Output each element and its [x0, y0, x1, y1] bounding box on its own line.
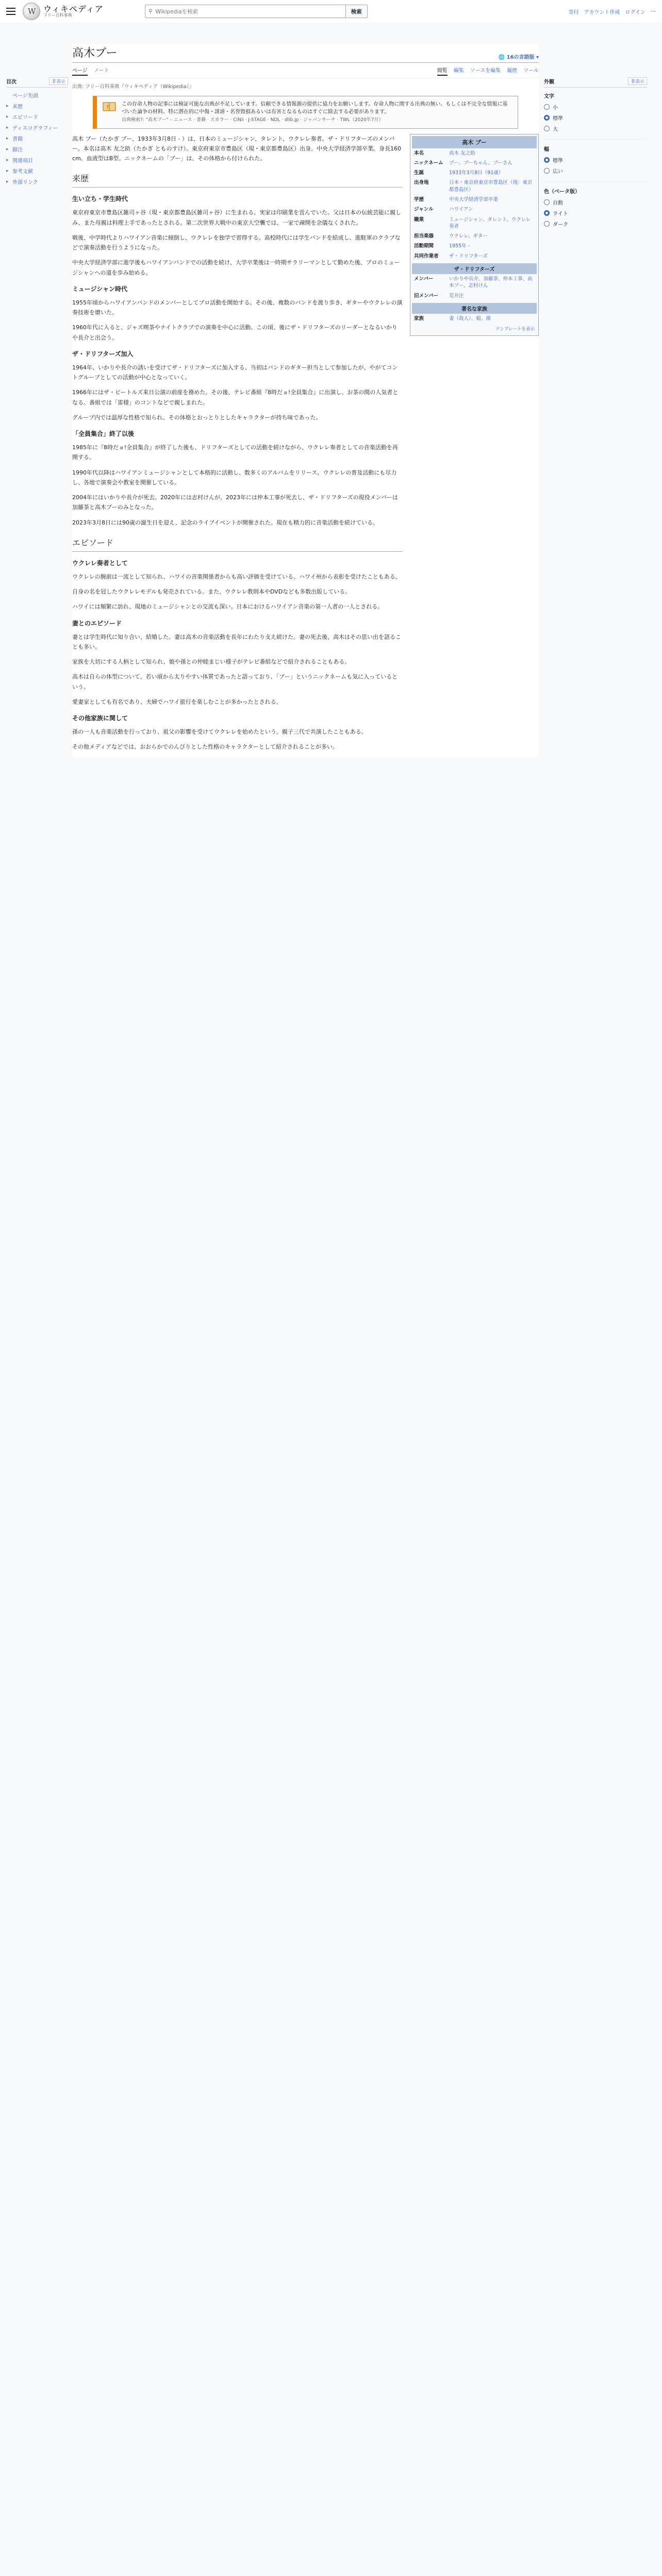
infobox-key: 学歴: [414, 196, 424, 202]
paragraph: 妻とは学生時代に知り合い、結婚した。妻は高木の音楽活動を長年にわたり支え続けた。妻の死去後、高木はその思い出を語ることも多い。: [72, 633, 401, 650]
infobox-key: メンバー: [414, 276, 434, 282]
infobox-value[interactable]: ブー、ブーちゃん、ブーさん: [449, 160, 512, 166]
toc-item-label: 脚注: [12, 147, 23, 153]
toc-item-label: 関連項目: [12, 158, 33, 164]
paragraph: 東京府東京市豊島区雑司ヶ谷（現・東京都豊島区雑司ヶ谷）に生まれる。実家は印刷業を営んでいた。父は日本の伝統芸能に親しみ、また母親は料理上手であったとされる。第二次世界大戦中の東京大空襲では、一家で疎開を余儀なくされた。: [72, 209, 401, 226]
chevron-down-icon[interactable]: ▸: [6, 104, 9, 109]
infobox-name: 高木 ブー: [412, 136, 537, 148]
chevron-down-icon[interactable]: ▸: [6, 136, 9, 141]
main-content: [72, 44, 539, 757]
text-size-option[interactable]: [544, 101, 647, 112]
toc-title: 目次: [6, 79, 16, 85]
infobox-row: [412, 291, 537, 301]
toc-item[interactable]: [6, 123, 68, 134]
infobox-value[interactable]: ハワイアン: [449, 207, 473, 213]
main-menu-icon[interactable]: [6, 8, 15, 15]
color-option-label: ライト: [553, 211, 568, 217]
toc-item[interactable]: [6, 166, 68, 177]
infobox-key: 担当楽器: [414, 233, 434, 240]
paragraph: ウクレレの腕前は一流として知られ、ハワイの音楽関係者からも高い評価を受けている。ハワイ州から表彰を受けたこともある。: [72, 573, 401, 580]
color-option[interactable]: [544, 208, 647, 218]
text-size-label: 文字: [544, 94, 554, 99]
tab-tools[interactable]: ツール: [523, 68, 539, 74]
radio-button[interactable]: [544, 115, 550, 121]
paragraph: ハワイには頻繁に訪れ、現地のミュージシャンとの交流も深い。日本におけるハワイアン音楽の第一人者の一人とされる。: [72, 603, 384, 611]
citation-notice: [93, 96, 518, 129]
paragraph: 1985年に『8時だョ!全員集合』が終了した後も、ドリフターズとしての活動を続けながら、ウクレレ奏者としての音楽活動を再開する。: [72, 444, 398, 461]
infobox-value[interactable]: 1955年 -: [449, 243, 470, 249]
toc-item[interactable]: [6, 134, 68, 145]
infobox-value[interactable]: 中央大学経済学部卒業: [449, 196, 499, 202]
donate-link[interactable]: 寄付: [568, 9, 579, 15]
notice-sub: 出典検索?: "高木ブー" – ニュース · 書籍 · スカラー · CiNii · J-STAGE · NDL · dlib.jp · ジャパンサーチ · TWL（2020年7月）: [122, 117, 384, 123]
appearance-title: 外観: [544, 79, 554, 85]
subsection-heading: その他家族に関して: [72, 715, 128, 722]
chevron-down-icon[interactable]: ▸: [6, 179, 9, 184]
language-button[interactable]: 🌐 16の言語版 ▾: [498, 55, 539, 60]
lead-paragraph: 高木 ブー（たかぎ ブー、1933年3月8日 - ）は、日本のミュージシャン、タレント、ウクレレ奏者。ザ・ドリフターズのメンバー。本名は高木 友之助（たかぎ とものすけ）。東京府東京市豊島区（現・東京都豊島区）出身。中央大学経済学部卒業。身長160 cm。血液型はB型。ニックネームの「ブー」は、その体格から付けられた。: [72, 135, 402, 162]
infobox-value[interactable]: 高木 友之助: [449, 150, 475, 156]
paragraph: 孫の一人も音楽活動を行っており、祖父の影響を受けてウクレレを始めたという。親子三代で共演したこともある。: [72, 728, 367, 735]
radio-button[interactable]: [544, 221, 550, 227]
chevron-down-icon[interactable]: ▸: [6, 158, 9, 163]
create-account-link[interactable]: アカウント作成: [584, 9, 620, 15]
more-options-icon[interactable]: ⋯: [651, 8, 656, 14]
infobox-value[interactable]: ザ・ドリフターズ: [449, 253, 488, 259]
search-input[interactable]: [145, 5, 346, 18]
search-icon: ⚲: [148, 8, 153, 14]
infobox-key: ニックネーム: [414, 160, 443, 166]
svg-text:?: ?: [106, 105, 109, 110]
search-placeholder: Wikipediaを検索: [155, 8, 198, 15]
toc-item-label: ディスコグラフィー: [12, 126, 58, 131]
toc-item-label: 書籍: [12, 137, 23, 142]
radio-button[interactable]: [544, 104, 550, 110]
chevron-down-icon[interactable]: ▸: [6, 114, 9, 120]
site-logo[interactable]: [23, 3, 104, 20]
color-option[interactable]: [544, 218, 647, 229]
toc-item-label: 来歴: [12, 104, 23, 110]
width-option[interactable]: [544, 165, 647, 176]
infobox-key: 家族: [414, 315, 424, 321]
toc-item-label: エピソード: [12, 115, 38, 121]
text-size-option-label: 小: [553, 105, 558, 111]
paragraph: その他メディアなどでは、おおらかでのんびりとした性格のキャラクターとして紹介されることが多い。: [72, 743, 338, 751]
paragraph: 中央大学経済学部に進学後もハワイアンバンドでの活動を続け、大学卒業後は一時期サラリーマンとして勤めた後、プロのミュージシャンへの道を歩み始める。: [72, 259, 400, 276]
subsection-heading: ミュージシャン時代: [72, 285, 127, 293]
infobox-key: 旧メンバー: [414, 293, 438, 299]
article-body: [72, 134, 403, 757]
infobox-key: 生誕: [414, 170, 424, 176]
login-link[interactable]: ログイン: [625, 9, 646, 15]
infobox-row: [412, 178, 537, 195]
subsection-heading: ウクレレ奏者として: [72, 559, 128, 567]
appearance-panel: [544, 77, 647, 229]
text-size-option[interactable]: [544, 112, 647, 123]
color-option-label: ダーク: [553, 222, 568, 228]
infobox-row: [412, 251, 537, 261]
infobox-row: [412, 168, 537, 178]
subsection-heading: 妻とのエピソード: [72, 619, 122, 627]
paragraph: 1966年にはザ・ビートルズ来日公演の前座を務めた。その後、テレビ番組『8時だョ!全員集合』に出演し、お茶の間の人気者となる。番組では「雷様」のコントなどで親しまれた。: [72, 389, 399, 406]
width-option-label: 広い: [553, 169, 563, 175]
toc-item[interactable]: [6, 91, 68, 101]
toc-item[interactable]: [6, 145, 68, 156]
infobox-row: [412, 205, 537, 214]
paragraph: 自身の名を冠したウクレレモデルも発売されている。また、ウクレレ教則本やDVDなども多数出版している。: [72, 588, 351, 595]
chevron-down-icon[interactable]: [6, 93, 10, 99]
infobox-subhead-family: 著名な家族: [412, 303, 537, 314]
infobox-value[interactable]: いかりや長介、加藤茶、仲本工事、高木ブー、志村けん: [449, 276, 533, 289]
tab-edit[interactable]: 編集: [453, 68, 464, 74]
width-label: 幅: [544, 147, 549, 152]
infobox-key: 出身地: [414, 180, 429, 186]
infobox-row: [412, 215, 537, 232]
paragraph: グループ内では温厚な性格で知られ、その体格とおっとりとしたキャラクターが持ち味であった。: [72, 414, 322, 421]
width-option[interactable]: [544, 155, 647, 165]
infobox-value[interactable]: ウクレレ、ギター: [449, 233, 488, 240]
infobox-row: [412, 314, 537, 324]
toc-hide-button[interactable]: 非表示: [49, 77, 68, 85]
user-links: [569, 8, 656, 15]
table-of-contents: [6, 77, 68, 188]
infobox-value[interactable]: ミュージシャン、タレント、ウクレレ奏者: [449, 216, 531, 229]
paragraph: 2023年3月8日には90歳の誕生日を迎え、記念のライブイベントが開催された。現在も精力的に音楽活動を続けている。: [72, 519, 378, 526]
search-button[interactable]: 検索: [346, 5, 368, 18]
paragraph: 1960年代に入ると、ジャズ喫茶やナイトクラブでの演奏を中心に活動。この頃、後にザ・ドリフターズのリーダーとなるいかりや長介と出会う。: [72, 324, 398, 341]
logo-tagline: フリー百科事典: [43, 13, 72, 18]
book-warning-icon: [102, 100, 117, 113]
toc-item-label: 外部リンク: [12, 180, 38, 185]
subsection-heading: 生い立ち・学生時代: [72, 195, 128, 203]
infobox-value[interactable]: 1933年3月8日（91歳）: [449, 170, 504, 176]
toc-item[interactable]: [6, 156, 68, 166]
subsection-heading: ザ・ドリフターズ加入: [72, 350, 134, 358]
radio-button[interactable]: [544, 157, 550, 163]
tab-read[interactable]: 閲覧: [437, 66, 448, 76]
paragraph: 家族を大切にする人柄として知られ、娘や孫との仲睦まじい様子がテレビ番組などで紹介されることもある。: [72, 658, 351, 665]
logo-title: ウィキペディア: [43, 4, 104, 14]
chevron-down-icon[interactable]: ▸: [6, 168, 9, 174]
infobox-key: 共同作業者: [414, 253, 439, 259]
notice-text: この存命人物の記事には検証可能な出典が不足しています。信頼できる情報源の提供に協力をお願いします。存命人物に関する出典の無い、もしくは不完全な情報に基づいた論争の材料、特に潜在的に中傷・誹謗・名誉毀損あるいは有害となるものはすぐに除去する必要があります。: [122, 101, 508, 115]
wikipedia-globe-icon: [23, 3, 40, 20]
tab-edit-source[interactable]: ソースを編集: [470, 68, 501, 74]
source-line: 出典: フリー百科事典『ウィキペディア（Wikipedia）』: [72, 84, 194, 90]
paragraph: 1964年、いかりや長介の誘いを受けてザ・ドリフターズに加入する。当初はバンドのギター担当として参加したが、やがてコントグループとしての活動が中心となっていく。: [72, 364, 398, 381]
infobox-subhead: ザ・ドリフターズ: [412, 263, 537, 274]
infobox-row: [412, 158, 537, 168]
chevron-down-icon[interactable]: ▸: [6, 147, 9, 152]
color-label: 色（ベータ版）: [544, 189, 580, 195]
toc-item-label: 参考文献: [12, 169, 33, 175]
toc-item-label: ページ先頭: [12, 93, 38, 99]
infobox-value[interactable]: 日本・東京府東京市豊島区（現：東京都豊島区）: [449, 180, 533, 193]
radio-button[interactable]: [544, 199, 550, 205]
infobox-row: [412, 274, 537, 291]
language-count: 16の言語版: [506, 55, 535, 60]
paragraph: 2004年にはいかりや長介が死去。2020年には志村けんが、2023年には仲本工事が死去し、ザ・ドリフターズの現役メンバーは加藤茶と高木ブーのみとなった。: [72, 494, 398, 511]
tab-talk[interactable]: ノート: [93, 68, 109, 74]
paragraph: 高木は自らの体型について、若い頃から太りやすい体質であったと語っており、「ブー」というニックネームも気に入っているという。: [72, 673, 398, 690]
color-option-label: 自動: [553, 200, 563, 206]
paragraph: 1955年頃からハワイアンバンドのメンバーとしてプロ活動を開始する。その後、複数のバンドを渡り歩き、ギターやウクレレの演奏技術を磨いた。: [72, 299, 403, 316]
radio-button[interactable]: [544, 210, 550, 216]
color-option[interactable]: [544, 197, 647, 208]
infobox-key: 活動期間: [414, 243, 434, 249]
section-heading: エピソード: [72, 536, 403, 552]
toc-item[interactable]: [6, 112, 68, 123]
page-title: 高木ブー: [72, 47, 118, 60]
infobox-key: 本名: [414, 150, 424, 156]
paragraph: 戦後、中学時代よりハワイアン音楽に傾倒し、ウクレレを独学で習得する。高校時代には学生バンドを結成し、進駐軍のクラブなどで演奏活動を行うようになった。: [72, 234, 401, 251]
text-size-option[interactable]: [544, 123, 647, 134]
radio-button[interactable]: [544, 168, 550, 174]
text-size-option-label: 大: [553, 127, 558, 132]
paragraph: 愛妻家としても有名であり、夫婦でハワイ旅行を楽しむことが多かったとされる。: [72, 698, 282, 705]
paragraph: 1990年代以降はハワイアンミュージシャンとして本格的に活動し、数多くのアルバムをリリース。ウクレレの普及活動にも尽力し、各地で演奏会や教室を開催している。: [72, 469, 397, 486]
toc-item[interactable]: [6, 177, 68, 188]
template-link[interactable]: テンプレートを表示: [495, 327, 535, 332]
tab-history[interactable]: 履歴: [507, 68, 518, 74]
infobox-value[interactable]: 荒井注: [449, 293, 464, 299]
infobox-key: 職業: [414, 216, 424, 223]
site-header: [0, 0, 662, 23]
width-option-label: 標準: [553, 158, 563, 164]
infobox: [410, 134, 539, 336]
infobox-row: [412, 241, 537, 251]
search-form: [145, 5, 368, 18]
infobox-row: [412, 231, 537, 241]
tab-page[interactable]: ページ: [72, 66, 88, 76]
section-heading: 来歴: [72, 172, 403, 188]
appearance-hide-button[interactable]: 非表示: [628, 77, 647, 85]
infobox-value[interactable]: 妻（故人）、娘、孫: [449, 315, 491, 321]
text-size-option-label: 標準: [553, 116, 563, 122]
infobox-row: [412, 148, 537, 158]
chevron-down-icon[interactable]: ▸: [6, 125, 9, 130]
infobox-row: [412, 195, 537, 205]
radio-button[interactable]: [544, 126, 550, 131]
toc-item[interactable]: [6, 101, 68, 112]
infobox-key: ジャンル: [414, 207, 434, 213]
subsection-heading: 「全員集合」終了以後: [72, 430, 135, 437]
